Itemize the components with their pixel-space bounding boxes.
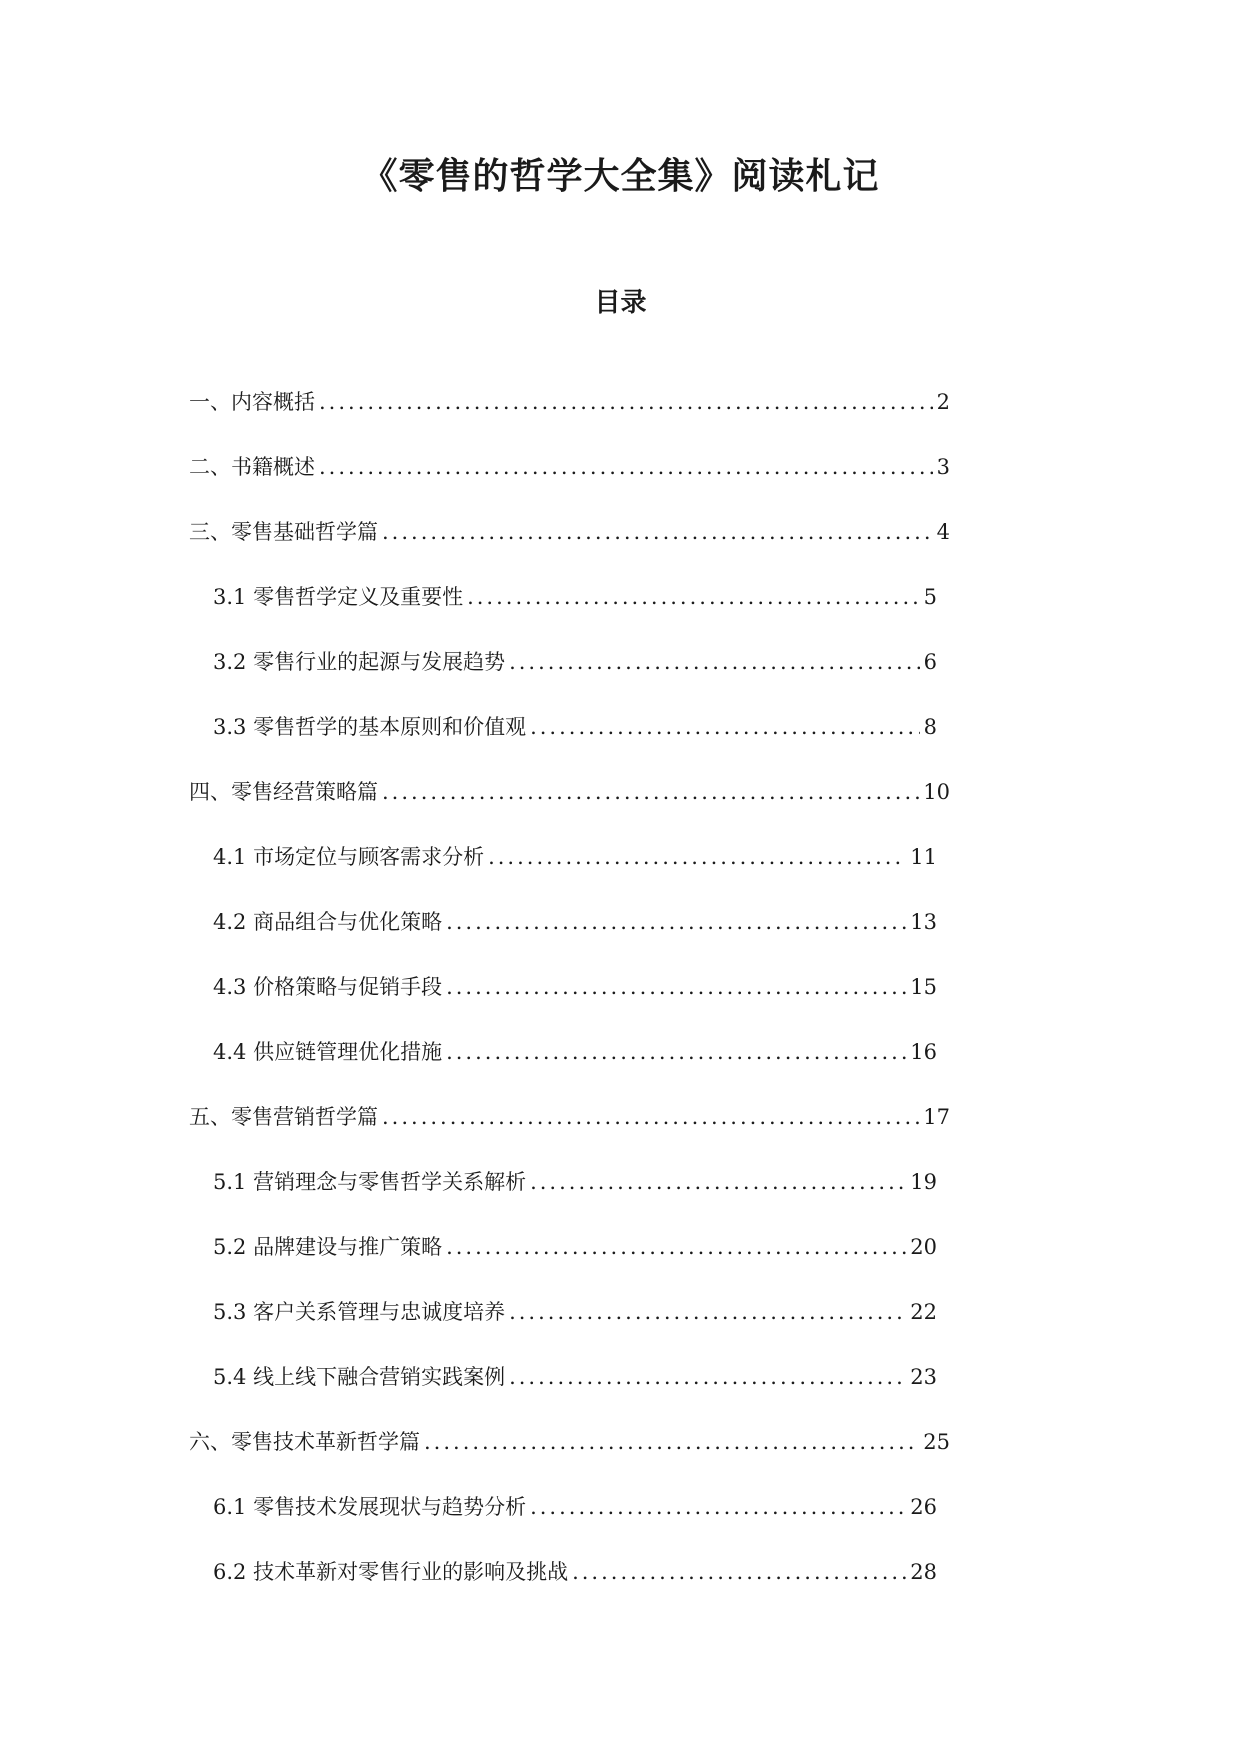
document-title: 《零售的哲学大全集》阅读札记 <box>361 156 880 197</box>
toc-entry[interactable] <box>213 1231 937 1296</box>
toc-entry-page-number: 26 <box>910 1495 937 1519</box>
toc-entry-label: 3.2 零售行业的起源与发展趋势 <box>213 650 506 674</box>
toc-entry-page-number: 23 <box>910 1365 937 1389</box>
toc-entry-label: 四、零售经营策略篇 <box>189 780 378 804</box>
toc-entry-page-number: 16 <box>910 1040 937 1064</box>
toc-entry-label: 一、内容概括 <box>189 390 315 414</box>
toc-entry-page-number: 2 <box>936 390 950 414</box>
toc-dot-leader <box>572 1560 906 1584</box>
toc-entry-label: 5.2 品牌建设与推广策略 <box>213 1235 443 1259</box>
toc-entry-page-number: 8 <box>923 715 937 739</box>
toc-entry[interactable] <box>213 841 937 906</box>
toc-entry-page-number: 15 <box>910 975 937 999</box>
toc-entry[interactable] <box>189 1101 950 1166</box>
toc-entry[interactable] <box>213 581 937 646</box>
toc-entry-label: 五、零售营销哲学篇 <box>189 1105 378 1129</box>
toc-dot-leader <box>382 520 933 544</box>
toc-entry-page-number: 10 <box>923 780 950 804</box>
toc-entry[interactable] <box>189 516 950 581</box>
toc-entry-label: 4.2 商品组合与优化策略 <box>213 910 443 934</box>
toc-entry-label: 6.2 技术革新对零售行业的影响及挑战 <box>213 1560 569 1584</box>
toc-dot-leader <box>530 1495 906 1519</box>
toc-entry[interactable] <box>213 1296 937 1361</box>
toc-dot-leader <box>509 650 920 674</box>
toc-dot-leader <box>446 1040 906 1064</box>
table-of-contents <box>189 386 950 1621</box>
toc-entry-page-number: 19 <box>910 1170 937 1194</box>
toc-entry-page-number: 11 <box>910 845 937 869</box>
toc-entry-label: 二、书籍概述 <box>189 455 315 479</box>
toc-entry-label: 三、零售基础哲学篇 <box>189 520 378 544</box>
toc-entry[interactable] <box>213 1556 937 1621</box>
toc-dot-leader <box>467 585 920 609</box>
toc-entry[interactable] <box>213 906 937 971</box>
toc-dot-leader <box>530 1170 906 1194</box>
toc-entry[interactable] <box>189 386 950 451</box>
toc-entry-label: 6.1 零售技术发展现状与趋势分析 <box>213 1495 527 1519</box>
toc-dot-leader <box>446 975 906 999</box>
toc-entry[interactable] <box>189 1426 950 1491</box>
toc-entry-page-number: 17 <box>923 1105 950 1129</box>
toc-entry-page-number: 25 <box>923 1430 950 1454</box>
toc-entry-label: 5.1 营销理念与零售哲学关系解析 <box>213 1170 527 1194</box>
toc-entry-label: 4.4 供应链管理优化措施 <box>213 1040 443 1064</box>
toc-entry-label: 4.1 市场定位与顾客需求分析 <box>213 845 485 869</box>
toc-entry[interactable] <box>213 1361 937 1426</box>
toc-entry-label: 5.3 客户关系管理与忠诚度培养 <box>213 1300 506 1324</box>
toc-entry-page-number: 13 <box>910 910 937 934</box>
toc-dot-leader <box>509 1365 906 1389</box>
toc-entry[interactable] <box>213 1036 937 1101</box>
toc-heading: 目录 <box>594 288 647 318</box>
toc-entry-page-number: 20 <box>910 1235 937 1259</box>
toc-entry-label: 5.4 线上线下融合营销实践案例 <box>213 1365 506 1389</box>
toc-entry[interactable] <box>213 711 937 776</box>
toc-entry-page-number: 6 <box>923 650 937 674</box>
toc-dot-leader <box>488 845 906 869</box>
toc-entry-label: 3.3 零售哲学的基本原则和价值观 <box>213 715 527 739</box>
toc-dot-leader <box>319 390 933 414</box>
toc-dot-leader <box>382 780 919 804</box>
toc-dot-leader <box>446 910 906 934</box>
toc-entry-label: 3.1 零售哲学定义及重要性 <box>213 585 464 609</box>
toc-entry[interactable] <box>189 776 950 841</box>
toc-entry[interactable] <box>213 646 937 711</box>
toc-dot-leader <box>530 715 920 739</box>
toc-entry[interactable] <box>213 971 937 1036</box>
toc-entry-page-number: 3 <box>936 455 950 479</box>
toc-entry-label: 六、零售技术革新哲学篇 <box>189 1430 420 1454</box>
toc-dot-leader <box>509 1300 906 1324</box>
toc-entry[interactable] <box>213 1491 937 1556</box>
toc-dot-leader <box>446 1235 906 1259</box>
toc-entry-page-number: 22 <box>910 1300 937 1324</box>
toc-entry[interactable] <box>189 451 950 516</box>
toc-entry[interactable] <box>213 1166 937 1231</box>
toc-entry-page-number: 28 <box>910 1560 937 1584</box>
toc-dot-leader <box>382 1105 919 1129</box>
toc-entry-page-number: 4 <box>936 520 950 544</box>
toc-dot-leader <box>424 1430 919 1454</box>
toc-entry-page-number: 5 <box>923 585 937 609</box>
toc-entry-label: 4.3 价格策略与促销手段 <box>213 975 443 999</box>
toc-dot-leader <box>319 455 933 479</box>
